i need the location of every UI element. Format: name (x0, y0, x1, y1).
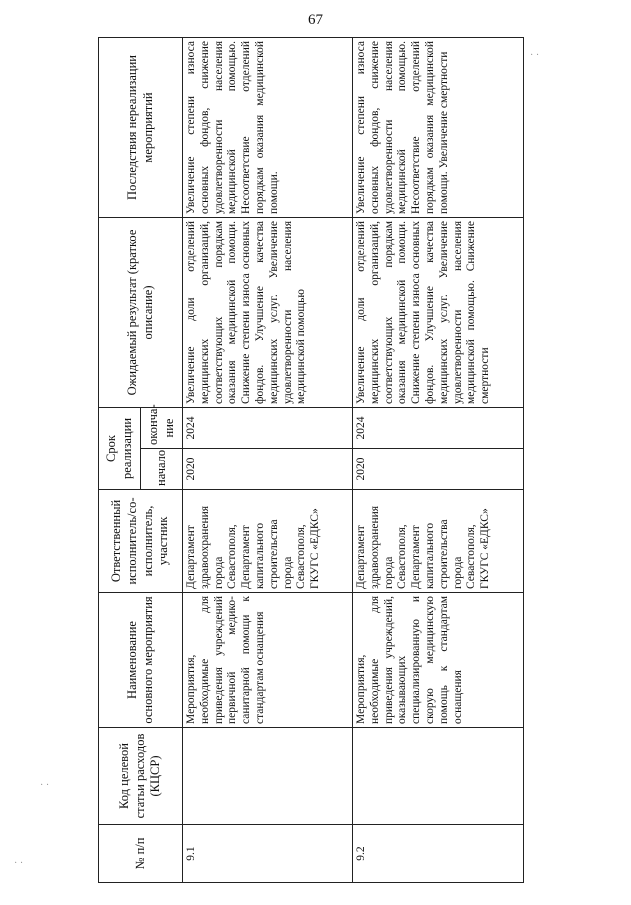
measures-table (98, 37, 524, 883)
row-result: Увеличение доли отделений медицинских организаций, соответствующих порядкам оказания медицинской помощи. Снижение степени износа основных фондов. Улучшение качества медицинских услуг. Увеличение удовлетворенности населения медицинской помощью (183, 217, 353, 407)
row-consequences: Увеличение степени износа основных фондов, снижение удовлетворенности населения медицинской помощью. Несоответствие отделений порядкам оказания медицинской помощи. (183, 37, 353, 217)
row-end: 2024 (183, 407, 353, 448)
header-code: Код целевой статьи расходов (КЦСР) (99, 728, 183, 825)
row-end: 2024 (353, 407, 524, 448)
row-num: 9.1 (183, 825, 353, 883)
row-consequences: Увеличение степени износа основных фондов, снижение удовлетворенности населения медицинской помощью. Несоответствие отделений порядкам оказания медицинской помощи. Увеличение смертности (353, 37, 524, 217)
header-num: № п/п (99, 825, 183, 883)
row-code (183, 728, 353, 825)
header-name: Наименование основного мероприятия (99, 593, 183, 728)
row-code (353, 728, 524, 825)
header-end: оконча-ние (141, 407, 183, 448)
landscape-sheet (98, 38, 523, 883)
scan-speck: · · (14, 858, 24, 869)
row-start: 2020 (353, 449, 524, 490)
row-num: 9.2 (353, 825, 524, 883)
header-consequences: Последствия нереализации мероприятий (99, 37, 183, 217)
scan-speck: · · (530, 50, 540, 61)
header-term: Срок реализации (99, 407, 141, 489)
row-responsible: Департамент здравоохранения города Севастополя, Департамент капитального строительства города Севастополя, ГКУГС «ЕДКС» (353, 490, 524, 593)
scan-speck: · · (40, 780, 50, 791)
table-row (353, 37, 524, 882)
row-responsible: Департамент здравоохранения города Севастополя, Департамент капитального строительства города Севастополя, ГКУГС «ЕДКС» (183, 490, 353, 593)
row-name: Мероприятия, необходимые для приведения учреждений, оказывающих специализированную и скорую медицинскую помощь к стандартам оснащения (353, 593, 524, 728)
header-responsible: Ответственный исполнитель/со-исполнитель, участник (99, 490, 183, 593)
header-start: начало (141, 449, 183, 490)
table-row (183, 37, 353, 882)
page-number: 67 (308, 12, 323, 28)
header-result: Ожидаемый результат (краткое описание) (99, 217, 183, 407)
row-start: 2020 (183, 449, 353, 490)
row-result: Увеличение доли отделений медицинских организаций, соответствующих порядкам оказания медицинской помощи. Снижение степени износа основных фондов. Улучшение качества медицинских услуг. Увеличение удовлетворенности населения медицинской помощью. Снижение смертности (353, 217, 524, 407)
row-name: Мероприятия, необходимые для приведения учреждений первичной медико-санитарной помощи к стандартам оснащения (183, 593, 353, 728)
